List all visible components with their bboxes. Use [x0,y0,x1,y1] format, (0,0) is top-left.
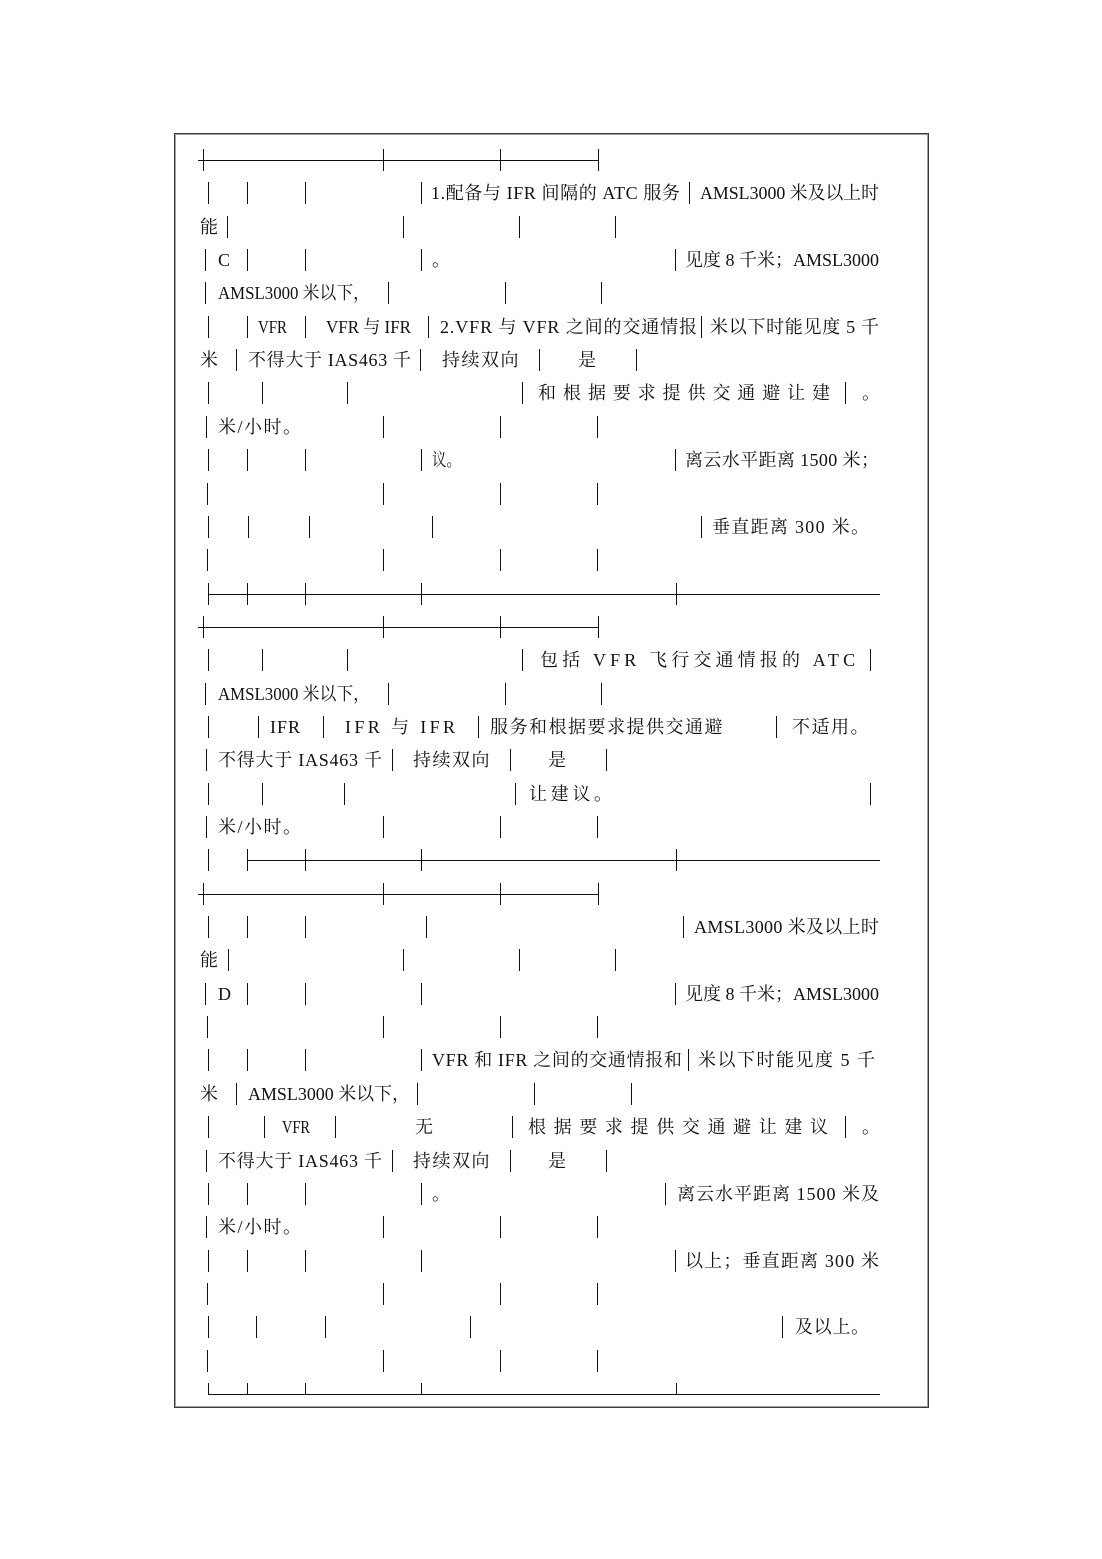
table-cell-text: 。 [862,383,880,403]
table-column-divider [347,382,348,404]
table-cell-text: 米以下时能见度 5 千 [710,317,880,337]
table-column-divider [305,316,306,338]
table-cell-text: 持续双向 [442,350,520,370]
table-column-divider [208,382,209,404]
table-column-divider [262,783,263,805]
table-column-divider [776,716,777,738]
table-column-divider [207,1283,208,1305]
table-column-divider [597,483,598,505]
table-rule-junction [421,583,422,605]
table-column-divider [206,416,207,438]
table-column-divider [207,1350,208,1372]
table-column-divider [208,783,209,805]
table-rule-junction [203,149,204,171]
table-column-divider [208,716,209,738]
table-column-divider [421,1049,422,1071]
table-cell-text: VFR [282,1117,310,1137]
table-column-divider [597,1283,598,1305]
table-column-divider [208,1250,209,1272]
table-column-divider [248,516,249,538]
table-column-divider [597,1216,598,1238]
table-column-divider [227,216,228,238]
table-rule-junction [208,583,209,605]
table-column-divider [597,549,598,571]
table-cell-text: 不适用。 [792,717,870,737]
table-cell-text: IFR [270,717,301,737]
table-cell-text: 。 [862,1117,880,1137]
table-column-divider [421,182,422,204]
table-rule-junction [203,616,204,638]
table-column-divider [205,683,206,705]
table-column-divider [421,249,422,271]
table-column-divider [675,1250,676,1272]
table-column-divider [421,1183,422,1205]
table-column-divider [247,916,248,938]
table-row-divider [208,594,880,595]
table-column-divider [470,1316,471,1338]
table-column-divider [247,449,248,471]
table-column-divider [421,449,422,471]
table-column-divider [208,516,209,538]
table-column-divider [515,783,516,805]
table-column-divider [421,1250,422,1272]
table-column-divider [539,349,540,371]
table-rule-junction [500,149,501,171]
table-column-divider [432,516,433,538]
table-column-divider [247,316,248,338]
table-rule-junction [598,883,599,905]
table-rule-junction [500,883,501,905]
table-column-divider [383,1350,384,1372]
table-cell-text: 议。 [432,450,462,470]
table-row-divider [247,860,880,861]
table-column-divider [500,1350,501,1372]
table-rule-junction [247,583,248,605]
table-cell-text: 包括 VFR 飞行交通情报的 ATC [540,650,860,670]
table-column-divider [701,316,702,338]
table-column-divider [392,1150,393,1172]
table-column-divider [325,1316,326,1338]
table-column-divider [597,1016,598,1038]
table-column-divider [388,683,389,705]
table-cell-text: AMSL3000 米以下， [248,1084,410,1104]
table-column-divider [305,182,306,204]
table-rule-junction [383,616,384,638]
table-column-divider [615,949,616,971]
table-cell-text: 服务和根据要求提供交通避 [490,717,724,737]
table-rule-junction [305,583,306,605]
table-cell-text: 不得大于 IAS463 千 [248,350,412,370]
table-column-divider [601,683,602,705]
table-column-divider [388,282,389,304]
table-column-divider [392,749,393,771]
table-rule-junction [598,616,599,638]
table-column-divider [208,916,209,938]
table-row-divider [208,1394,880,1395]
table-column-divider [519,216,520,238]
table-column-divider [782,1316,783,1338]
table-cell-text: VFR [258,317,287,337]
table-column-divider [383,483,384,505]
table-column-divider [688,1049,689,1071]
table-column-divider [420,349,421,371]
table-column-divider [675,249,676,271]
table-cell-text: IFR 与 IFR [345,717,459,737]
table-cell-text: 。 [432,1184,450,1204]
table-column-divider [205,282,206,304]
table-column-divider [247,249,248,271]
table-column-divider [208,1183,209,1205]
table-column-divider [421,983,422,1005]
table-column-divider [236,1083,237,1105]
table-column-divider [305,249,306,271]
table-column-divider [505,683,506,705]
table-rule-junction [203,883,204,905]
table-column-divider [500,1016,501,1038]
table-column-divider [510,749,511,771]
table-cell-text: 持续双向 [413,1151,491,1171]
table-column-divider [505,282,506,304]
table-column-divider [205,249,206,271]
table-column-divider [597,416,598,438]
table-column-divider [247,182,248,204]
table-column-divider [247,983,248,1005]
table-rule-junction [500,616,501,638]
table-cell-text: 见度 8 千米；AMSL3000 [685,250,879,270]
table-column-divider [206,1216,207,1238]
table-cell-text: 是 [578,350,596,370]
table-column-divider [689,182,690,204]
table-column-divider [247,1183,248,1205]
table-rule-junction [305,849,306,871]
table-column-divider [606,1150,607,1172]
table-cell-text: C [218,250,231,270]
table-column-divider [256,1316,257,1338]
table-cell-text: 无 [415,1117,433,1137]
table-column-divider [323,716,324,738]
table-column-divider [207,1016,208,1038]
table-column-divider [247,1250,248,1272]
table-rule-junction [208,1383,209,1394]
table-column-divider [383,1216,384,1238]
table-cell-text: 是 [548,1151,566,1171]
table-cell-text: AMSL3000 米以下， [218,283,371,303]
table-rule-junction [676,1383,677,1394]
table-column-divider [631,1083,632,1105]
table-cell-text: 米/小时。 [218,1217,303,1237]
table-rule-junction [305,1383,306,1394]
table-column-divider [258,716,259,738]
table-column-divider [262,649,263,671]
table-column-divider [305,449,306,471]
table-rule-junction [676,583,677,605]
table-cell-text: VFR 和 IFR 之间的交通情报和 [432,1050,683,1070]
table-row-divider [198,160,598,161]
table-column-divider [675,449,676,471]
table-cell-text: 2.VFR 与 VFR 之间的交通情报 [440,317,698,337]
table-column-divider [208,849,209,871]
table-column-divider [383,416,384,438]
table-column-divider [870,649,871,671]
table-column-divider [206,816,207,838]
table-cell-text: AMSL3000 米以下， [218,684,371,704]
table-cell-text: 米/小时。 [218,817,303,837]
table-column-divider [383,816,384,838]
table-cell-text: 以上；垂直距离 300 米 [685,1251,881,1271]
table-cell-text: 离云水平距离 1500 米； [685,450,880,470]
table-column-divider [236,349,237,371]
table-column-divider [417,1083,418,1105]
table-column-divider [512,1116,513,1138]
table-cell-text: 见度 8 千米；AMSL3000 [685,984,879,1004]
table-column-divider [305,1250,306,1272]
table-column-divider [344,783,345,805]
table-column-divider [309,516,310,538]
table-column-divider [701,516,702,538]
table-column-divider [500,416,501,438]
table-cell-text: 米 [200,350,218,370]
table-column-divider [305,916,306,938]
table-rule-junction [247,1383,248,1394]
table-cell-text: 是 [548,750,566,770]
table-column-divider [305,1049,306,1071]
table-cell-text: 离云水平距离 1500 米及 [677,1184,880,1204]
table-column-divider [335,1116,336,1138]
table-column-divider [426,916,427,938]
table-column-divider [683,916,684,938]
table-column-divider [262,382,263,404]
table-cell-text: AMSL3000 米及以上时 [694,917,880,937]
table-column-divider [208,1316,209,1338]
table-column-divider [228,949,229,971]
table-column-divider [264,1116,265,1138]
table-column-divider [615,216,616,238]
table-column-divider [597,816,598,838]
table-column-divider [383,1016,384,1038]
table-cell-text: 。 [432,250,450,270]
table-row-divider [198,894,598,895]
table-column-divider [870,783,871,805]
table-column-divider [665,1183,666,1205]
table-column-divider [500,1283,501,1305]
table-cell-text: 米 [200,1084,218,1104]
table-column-divider [500,816,501,838]
table-column-divider [207,549,208,571]
table-column-divider [206,749,207,771]
table-column-divider [519,949,520,971]
table-column-divider [845,382,846,404]
table-column-divider [428,316,429,338]
table-cell-text: 米以下时能见度 5 千 [698,1050,877,1070]
table-cell-text: VFR 与 IFR [326,317,411,337]
table-column-divider [500,549,501,571]
table-rule-junction [598,149,599,171]
table-column-divider [208,649,209,671]
table-column-divider [845,1116,846,1138]
table-rule-junction [383,149,384,171]
table-rule-junction [676,849,677,871]
table-column-divider [207,483,208,505]
table-cell-text: 能 [200,950,218,970]
table-cell-text: 和根据要求提供交通避让建 [538,383,837,403]
table-cell-text: 及以上。 [795,1317,870,1337]
table-rule-junction [421,1383,422,1394]
table-cell-text: 持续双向 [413,750,491,770]
table-column-divider [383,1283,384,1305]
table-column-divider [601,282,602,304]
table-cell-text: 能 [200,217,218,237]
table-column-divider [675,983,676,1005]
table-cell-text: AMSL3000 米及以上时 [700,183,879,203]
table-column-divider [403,949,404,971]
table-column-divider [208,1049,209,1071]
table-column-divider [347,649,348,671]
table-cell-text: 1.配备与 IFR 间隔的 ATC 服务 [431,183,681,203]
table-column-divider [206,1150,207,1172]
table-column-divider [208,316,209,338]
table-column-divider [247,1049,248,1071]
table-column-divider [208,1116,209,1138]
table-cell-text: D [218,984,231,1004]
table-column-divider [522,649,523,671]
table-column-divider [478,716,479,738]
table-row-divider [198,627,598,628]
table-column-divider [522,382,523,404]
table-rule-junction [247,849,248,871]
table-column-divider [500,1216,501,1238]
table-cell-text: 让建议。 [529,784,616,804]
table-column-divider [510,1150,511,1172]
table-column-divider [208,449,209,471]
table-cell-text: 不得大于 IAS463 千 [218,1151,383,1171]
table-cell-text: 根据要求提供交通避让建议 [528,1117,836,1137]
table-column-divider [606,749,607,771]
table-cell-text: 米/小时。 [218,417,303,437]
table-column-divider [305,1183,306,1205]
table-cell-text: 垂直距离 300 米。 [712,517,871,537]
table-column-divider [208,182,209,204]
table-column-divider [205,983,206,1005]
table-cell-text: 不得大于 IAS463 千 [218,750,383,770]
table-column-divider [383,549,384,571]
table-column-divider [305,983,306,1005]
table-rule-junction [421,849,422,871]
table-column-divider [534,1083,535,1105]
table-column-divider [636,349,637,371]
table-column-divider [403,216,404,238]
table-rule-junction [383,883,384,905]
table-column-divider [500,483,501,505]
table-column-divider [597,1350,598,1372]
